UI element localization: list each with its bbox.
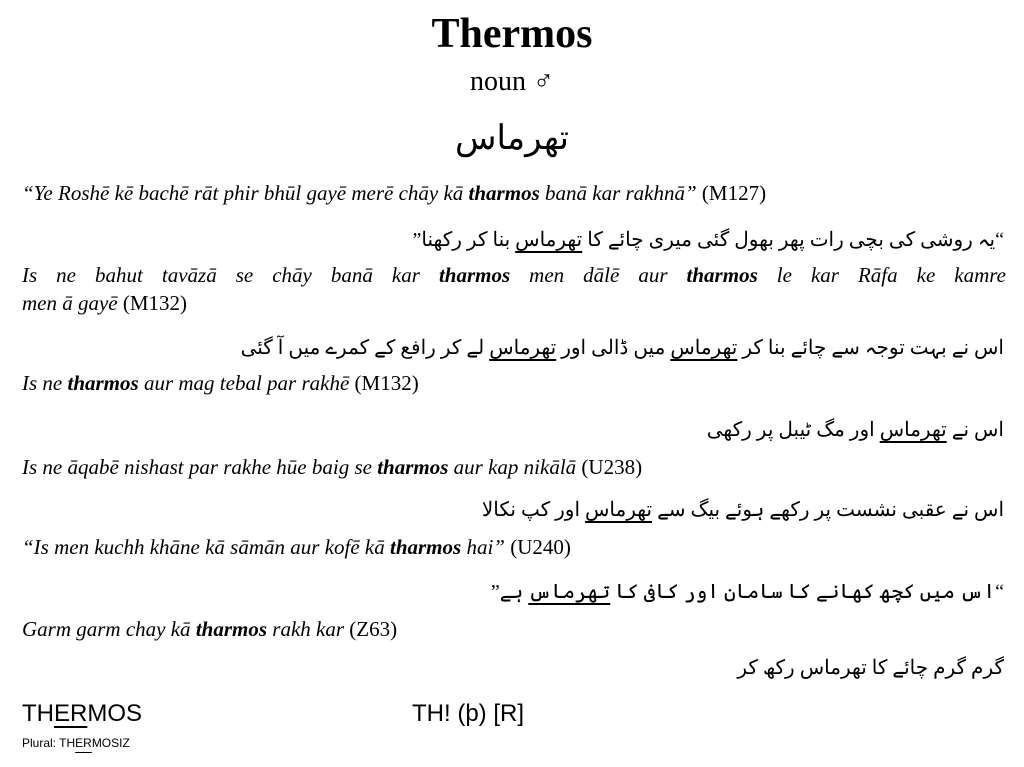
- text-run: TH: [59, 736, 76, 750]
- text-run: Is ne bahut tavāzā se chāy banā kar: [22, 263, 439, 287]
- source-reference: (U238): [576, 455, 643, 479]
- text-run: Is ne: [22, 371, 68, 395]
- keyword-underlined: تھرماس: [489, 337, 557, 359]
- plural-word: [59, 736, 130, 750]
- keyword-tharmos: tharmos: [377, 455, 449, 479]
- text-run: MOSIZ: [91, 736, 130, 750]
- keyword-underlined: ER: [75, 736, 92, 750]
- text-run: “Ye Roshē kē bachē rāt phir bhūl gayē merē chāy kā: [22, 181, 469, 205]
- text-run: MOS: [87, 700, 143, 727]
- syllabified-word: [22, 700, 142, 728]
- example-6-urdu: [20, 654, 1004, 682]
- example-4-roman: [22, 454, 1006, 480]
- text-run: میں ڈالی اور: [556, 337, 671, 359]
- example-1-urdu: [20, 226, 1004, 254]
- source-reference: (Z63): [344, 617, 398, 641]
- example-2-roman-line-1: [22, 262, 1006, 288]
- text-run: banā kar rakhnā”: [539, 181, 697, 205]
- example-5-roman: [22, 534, 1006, 560]
- keyword-tharmos: tharmos: [67, 371, 139, 395]
- text-run: لے کر رافع کے کمرے میں آ گئی: [240, 337, 490, 359]
- headword: Thermos: [431, 11, 593, 57]
- pronunciation-key: TH! (þ) [R]: [412, 700, 524, 727]
- example-6-roman: [22, 616, 1006, 642]
- text-run: hai”: [461, 535, 505, 559]
- text-run: “اس میں کچھ کھانے کا سامان اور کافی کا: [610, 581, 1004, 603]
- text-run: ہے”: [490, 581, 529, 603]
- text-run: اور کپ نکالا: [481, 499, 586, 521]
- example-2-roman-line-2: [22, 290, 1006, 316]
- keyword-tharmos: tharmos: [438, 263, 511, 287]
- text-run: men dālē aur: [510, 263, 687, 287]
- text-run: TH: [22, 700, 54, 727]
- text-run: بنا کر رکھنا”: [412, 229, 516, 251]
- keyword-underlined: تھرماس: [879, 419, 947, 441]
- keyword-underlined: تھرماس: [528, 581, 611, 603]
- keyword-underlined: تھرماس: [585, 499, 653, 521]
- keyword-underlined: تھرماس: [515, 229, 583, 251]
- example-5-urdu: [20, 578, 1004, 606]
- keyword-tharmos: tharmos: [468, 181, 540, 205]
- text-run: Garm garm chay kā: [22, 617, 196, 641]
- text-run: aur mag tebal par rakhē: [138, 371, 350, 395]
- text-run: le kar Rāfa ke kamre: [757, 263, 1006, 287]
- example-3-roman: [22, 370, 1006, 396]
- text-run: rakh kar: [267, 617, 345, 641]
- text-run: اس نے: [946, 419, 1004, 441]
- plural-label: Plural:: [22, 736, 60, 750]
- example-3-urdu: [20, 416, 1004, 444]
- urdu-headword: تھرماس: [455, 120, 569, 157]
- text-run: اس نے بہت توجہ سے چائے بنا کر: [737, 337, 1004, 359]
- text-run: “Is men kuchh khāne kā sāmān aur kofē kā: [22, 535, 390, 559]
- source-reference: (M132): [349, 371, 419, 395]
- text-run: “یہ روشی کی بچی رات پھر بھول گئی میری چائے کا: [582, 229, 1004, 251]
- text-run: aur kap nikālā: [448, 455, 577, 479]
- text-run: men ā gayē: [22, 291, 118, 315]
- keyword-tharmos: tharmos: [390, 535, 462, 559]
- keyword-underlined: ER: [54, 700, 88, 727]
- part-of-speech: noun ♂: [470, 66, 554, 97]
- keyword-underlined: تھرماس: [670, 337, 738, 359]
- example-2-urdu: [20, 334, 1004, 362]
- example-4-urdu: [20, 496, 1004, 524]
- text-run: اس نے عقبی نشست پر رکھے ہوئے بیگ سے: [652, 499, 1004, 521]
- text-run: Is ne āqabē nishast par rakhe hūe baig se: [22, 455, 378, 479]
- keyword-tharmos: tharmos: [195, 617, 268, 641]
- text-run: اور مگ ٹیبل پر رکھی: [706, 419, 880, 441]
- plural-form: [22, 736, 130, 750]
- example-1-roman: [22, 180, 1006, 206]
- source-reference: (M132): [117, 291, 188, 315]
- source-reference: (M127): [696, 181, 767, 205]
- keyword-tharmos: tharmos: [686, 263, 758, 287]
- text-run: گرم گرم چائے کا تھرماس رکھ کر: [737, 657, 1004, 679]
- source-reference: (U240): [504, 535, 571, 559]
